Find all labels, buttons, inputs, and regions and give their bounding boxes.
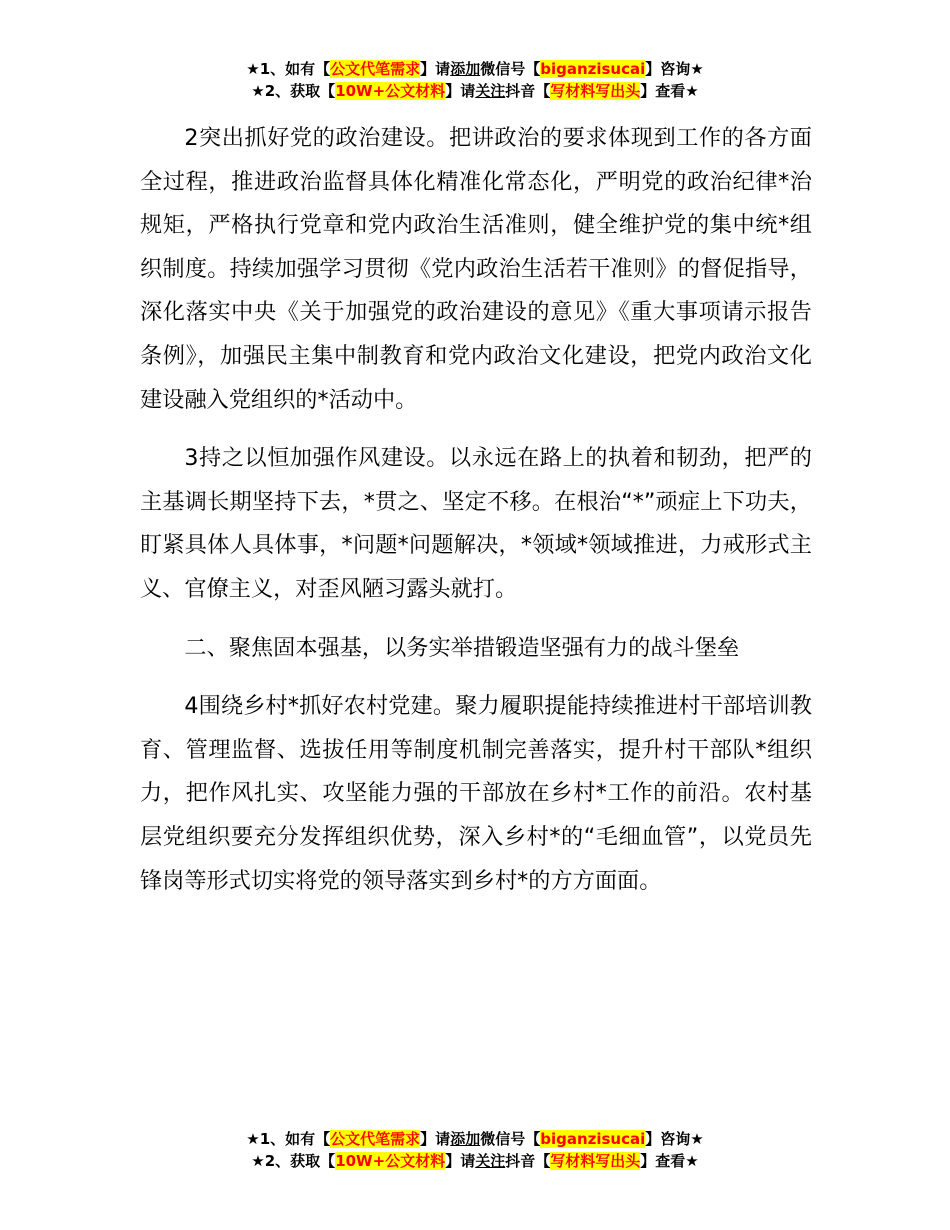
header-line-1-highlight-wechat: biganzisucai [540, 60, 646, 78]
document-body [140, 117, 812, 918]
header-line-2-underline: 关注 [475, 82, 506, 100]
header-line-1-suffix: 】咨询★ [645, 60, 704, 78]
header-line-2-suffix: 】查看★ [640, 82, 699, 100]
footer-line-2-underline: 关注 [475, 1152, 506, 1170]
footer-line-2-highlight-materials: 10W+公文材料 [335, 1152, 446, 1170]
header-line-1-text-2: 微信号【 [480, 60, 541, 78]
header-line-1-text: 】请 [420, 60, 451, 78]
footer-line-2-prefix: ★2、获取【 [251, 1152, 336, 1170]
footer-line-1 [0, 1128, 950, 1150]
header-line-2-text-2: 抖音【 [505, 82, 551, 100]
footer-banner [0, 1128, 950, 1172]
footer-line-1-underline: 添加 [450, 1130, 481, 1148]
body-paragraph-2: 3持之以恒加强作风建设。以永远在路上的执着和韧劲，把严的主基调长期坚持下去，*贯之、坚定不移。在根治“*”顽症上下功夫，盯紧具体人具体事，*问题*问题解决，*领域*领域推进，力戒形式主义、官僚主义，对歪风陋习露头就打。 [140, 445, 812, 602]
header-line-2-highlight-douyin: 写材料写出头 [550, 82, 641, 100]
header-line-1-prefix: ★1、如有【 [246, 60, 331, 78]
footer-line-1-text: 】请 [420, 1130, 451, 1148]
footer-line-1-prefix: ★1、如有【 [246, 1130, 331, 1148]
footer-line-1-text-2: 微信号【 [480, 1130, 541, 1148]
header-line-2-text: 】请 [445, 82, 476, 100]
footer-line-2-suffix: 】查看★ [640, 1152, 699, 1170]
header-line-1-underline: 添加 [450, 60, 481, 78]
header-line-2 [0, 80, 950, 102]
footer-line-2 [0, 1150, 950, 1172]
header-banner [0, 58, 950, 102]
header-line-1-highlight-service: 公文代笔需求 [330, 60, 421, 78]
section-heading: 二、聚焦固本强基，以务实举措锻造坚强有力的战斗堡垒 [184, 634, 740, 661]
header-line-2-prefix: ★2、获取【 [251, 82, 336, 100]
body-paragraph-1: 2突出抓好党的政治建设。把讲政治的要求体现到工作的各方面全过程，推进政治监督具体化精准化常态化，严明党的政治纪律*治规矩，严格执行党章和党内政治生活准则，健全维护党的集中统*组织制度。持续加强学习贯彻《党内政治生活若干准则》的督促指导，深化落实中央《关于加强党的政治建设的意见》《重大事项请示报告条例》，加强民主集中制教育和党内政治文化建设，把党内政治文化建设融入党组织的*活动中。 [140, 125, 812, 413]
footer-line-2-text: 】请 [445, 1152, 476, 1170]
header-line-2-highlight-materials: 10W+公文材料 [335, 82, 446, 100]
header-line-1 [0, 58, 950, 80]
footer-line-1-highlight-wechat: biganzisucai [540, 1130, 646, 1148]
footer-line-1-suffix: 】咨询★ [645, 1130, 704, 1148]
footer-line-2-text-2: 抖音【 [505, 1152, 551, 1170]
footer-line-2-highlight-douyin: 写材料写出头 [550, 1152, 641, 1170]
body-paragraph-4: 4围绕乡村*抓好农村党建。聚力履职提能持续推进村干部培训教育、管理监督、选拔任用等制度机制完善落实，提升村干部队*组织力，把作风扎实、攻坚能力强的干部放在乡村*工作的前沿。农村基层党组织要充分发挥组织优势，深入乡村*的“毛细血管”，以党员先锋岗等形式切实将党的领导落实到乡村*的方方面面。 [140, 693, 812, 894]
footer-line-1-highlight-service: 公文代笔需求 [330, 1130, 421, 1148]
